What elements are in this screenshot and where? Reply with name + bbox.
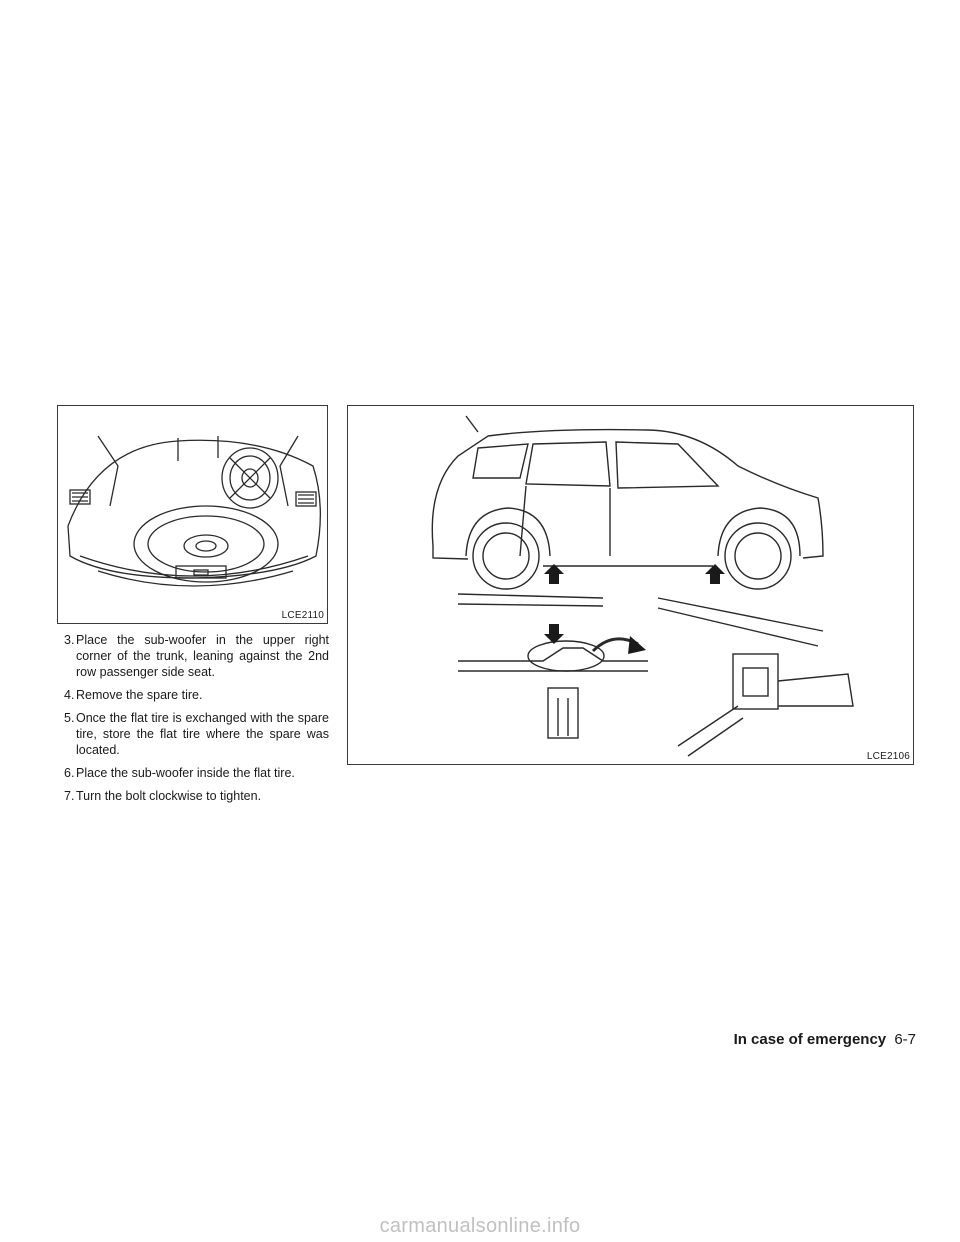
step-number: 6. xyxy=(64,766,75,780)
step-number: 3. xyxy=(64,633,75,647)
step-text: Remove the spare tire. xyxy=(76,688,203,702)
figure-code: LCE2110 xyxy=(281,610,324,621)
figure-code: LCE2106 xyxy=(866,751,910,762)
step-item xyxy=(57,765,329,781)
watermark-link[interactable]: carmanualsonline.info xyxy=(379,1215,581,1237)
vehicle-jack-points-icon xyxy=(348,406,913,764)
step-number: 7. xyxy=(64,789,75,803)
section-title: In case of emergency xyxy=(733,1031,887,1048)
step-item xyxy=(57,710,329,758)
step-text: Place the sub-woofer in the upper right corner of the trunk, leaning against the 2nd row passenger side seat. xyxy=(76,633,329,679)
step-text: Turn the bolt clockwise to tighten. xyxy=(76,789,262,803)
step-number: 5. xyxy=(64,711,75,725)
page-number: 6-7 xyxy=(894,1031,916,1048)
step-text: Once the flat tire is exchanged with the spare tire, store the flat tire where the spare was located. xyxy=(76,711,329,757)
step-item xyxy=(57,632,329,680)
trunk-figure xyxy=(57,405,328,624)
instruction-steps xyxy=(57,632,329,811)
step-item xyxy=(57,687,329,703)
page-footer xyxy=(734,1031,916,1048)
step-number: 4. xyxy=(64,688,75,702)
step-text: Place the sub-woofer inside the flat tire. xyxy=(76,766,295,780)
step-item xyxy=(57,788,329,804)
jack-points-figure xyxy=(347,405,914,765)
trunk-subwoofer-spare-tire-icon xyxy=(58,406,327,623)
